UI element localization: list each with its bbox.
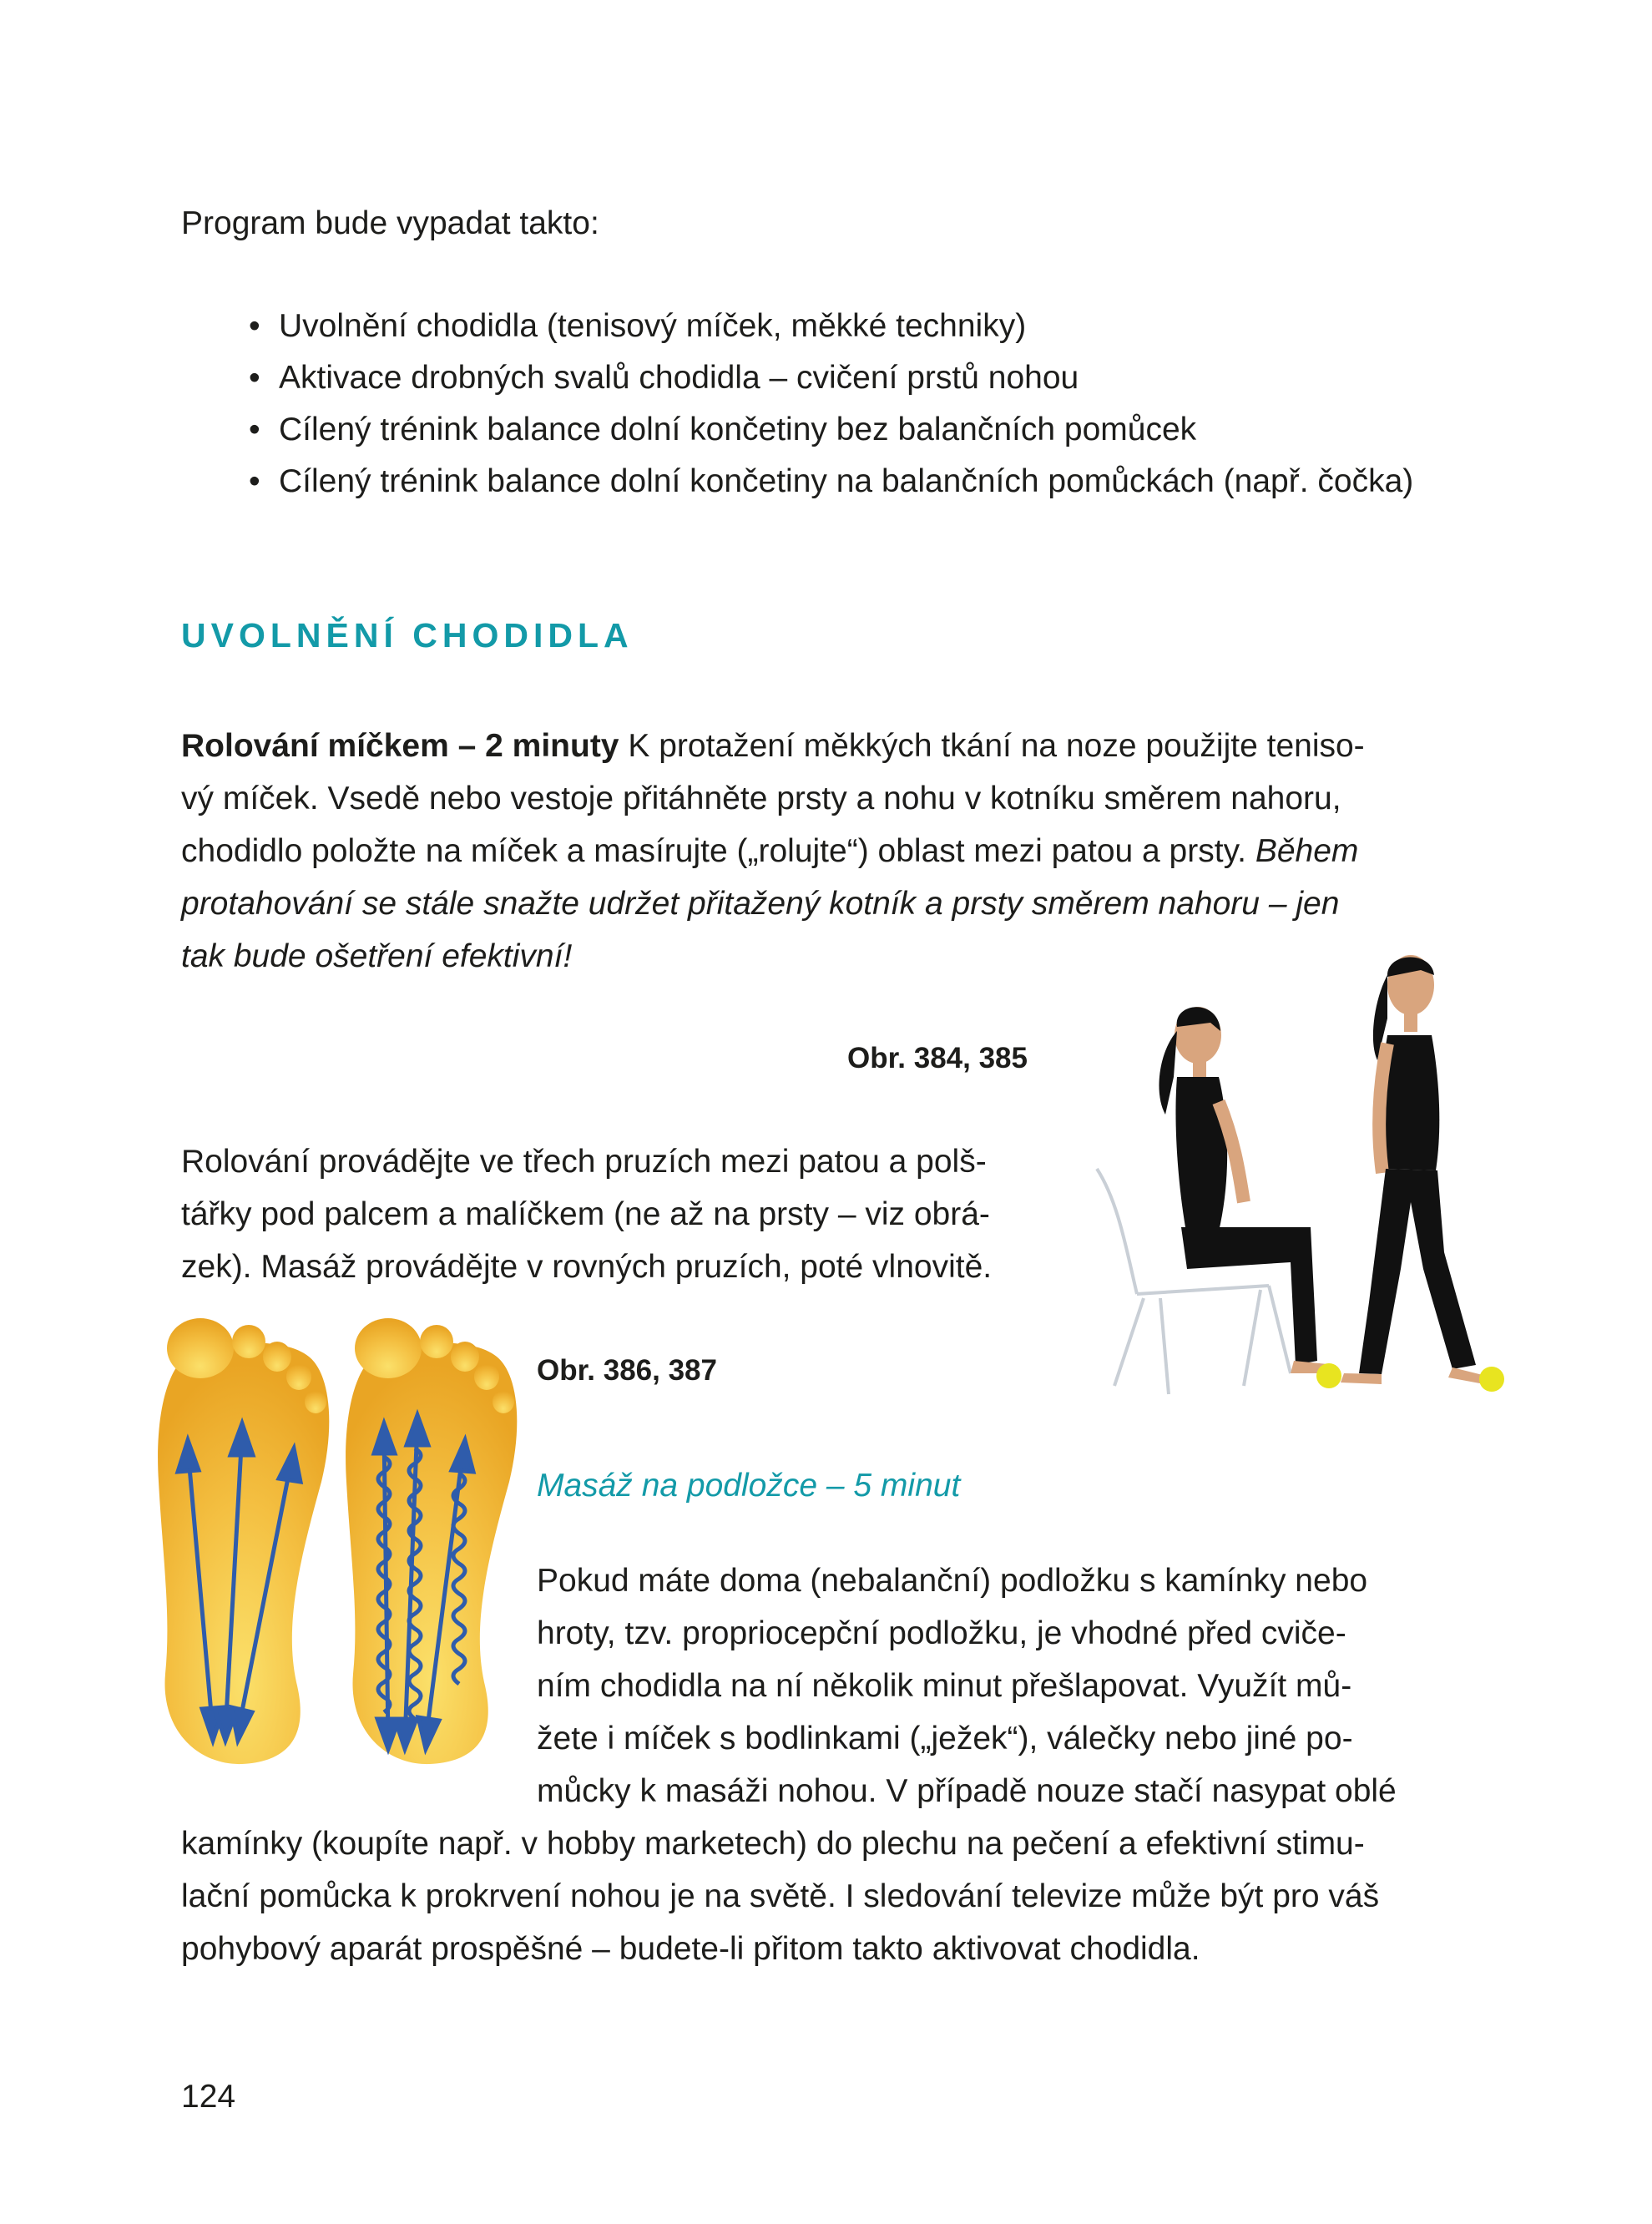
massage-heading: Masáž na podložce – 5 minut — [537, 1468, 961, 1504]
massage-line: můcky k masáži nohou. V případě nouze stačí nasypat oblé — [537, 1773, 1397, 1809]
list-item: • Cílený trénink balance dolní končetiny na balančních pomůckách (např. čočka) — [249, 456, 1413, 508]
massage-line: žete i míček s bodlinkami („ježek“), válečky nebo jiné po- — [537, 1721, 1353, 1756]
bullet-icon: • — [249, 308, 260, 344]
standing-woman-figure — [1341, 955, 1486, 1384]
rolling-line-5: tak bude ošetření efektivní! — [181, 938, 573, 974]
bullet-icon: • — [249, 412, 260, 447]
section-heading: UVOLNĚNÍ CHODIDLA — [181, 616, 634, 655]
note-line: Rolování provádějte ve třech pruzích mezi patou a polš- — [181, 1144, 987, 1180]
note-line: tářky pod palcem a malíčkem (ne až na prsty – viz obrá- — [181, 1196, 990, 1232]
massage-line: ním chodidla na ní několik minut přešlapovat. Využít mů- — [537, 1668, 1352, 1704]
massage-line: pohybový aparát prospěšné – budete-li přitom takto aktivovat chodidla. — [181, 1931, 1200, 1967]
seated-woman-figure — [1159, 1007, 1336, 1373]
figure-caption: Obr. 386, 387 — [537, 1354, 717, 1387]
bullet-icon: • — [249, 463, 260, 499]
rolling-line-4: protahování se stále snažte udržet přitažený kotník a prsty směrem nahoru – jen — [181, 886, 1340, 922]
program-list — [249, 301, 1413, 508]
note-line: zek). Masáž provádějte v rovných pruzích, poté vlnovitě. — [181, 1249, 993, 1285]
foot-diagram — [150, 1323, 509, 1774]
massage-line: Pokud máte doma (nebalanční) podložku s kamínky nebo — [537, 1563, 1368, 1599]
list-item: • Cílený trénink balance dolní končetiny bez balančních pomůcek — [249, 404, 1413, 456]
list-item: • Aktivace drobných svalů chodidla – cvičení prstů nohou — [249, 352, 1413, 404]
intro-text: Program bude vypadat takto: — [181, 205, 599, 241]
figure-caption: Obr. 384, 385 — [847, 1042, 1028, 1074]
bullet-icon: • — [249, 360, 260, 396]
rolling-line-3: chodidlo položte na míček a masírujte („rolujte“) oblast mezi patou a prsty. Během — [181, 833, 1359, 869]
rolling-line-2: vý míček. Vsedě nebo vestoje přitáhněte prsty a nohu v kotníku směrem nahoru, — [181, 781, 1341, 816]
list-item: • Uvolnění chodidla (tenisový míček, měkké techniky) — [249, 301, 1413, 352]
massage-line: lační pomůcka k prokrvení nohou je na světě. I sledování televize může být pro váš — [181, 1878, 1380, 1914]
ball-icon — [1479, 1367, 1504, 1392]
rolling-line-1: Rolování míčkem – 2 minuty K protažení měkkých tkání na noze použijte teniso- — [181, 728, 1365, 764]
massage-line: hroty, tzv. propriocepční podložku, je vhodné před cviče- — [537, 1615, 1346, 1651]
page-number: 124 — [181, 2079, 236, 2115]
massage-line: kamínky (koupíte např. v hobby marketech) do plechu na pečení a efektivní stimu- — [181, 1826, 1365, 1862]
exercise-photo — [1094, 952, 1544, 1394]
ball-icon — [1316, 1363, 1341, 1388]
rolling-title: Rolování míčkem – 2 minuty — [181, 728, 619, 764]
